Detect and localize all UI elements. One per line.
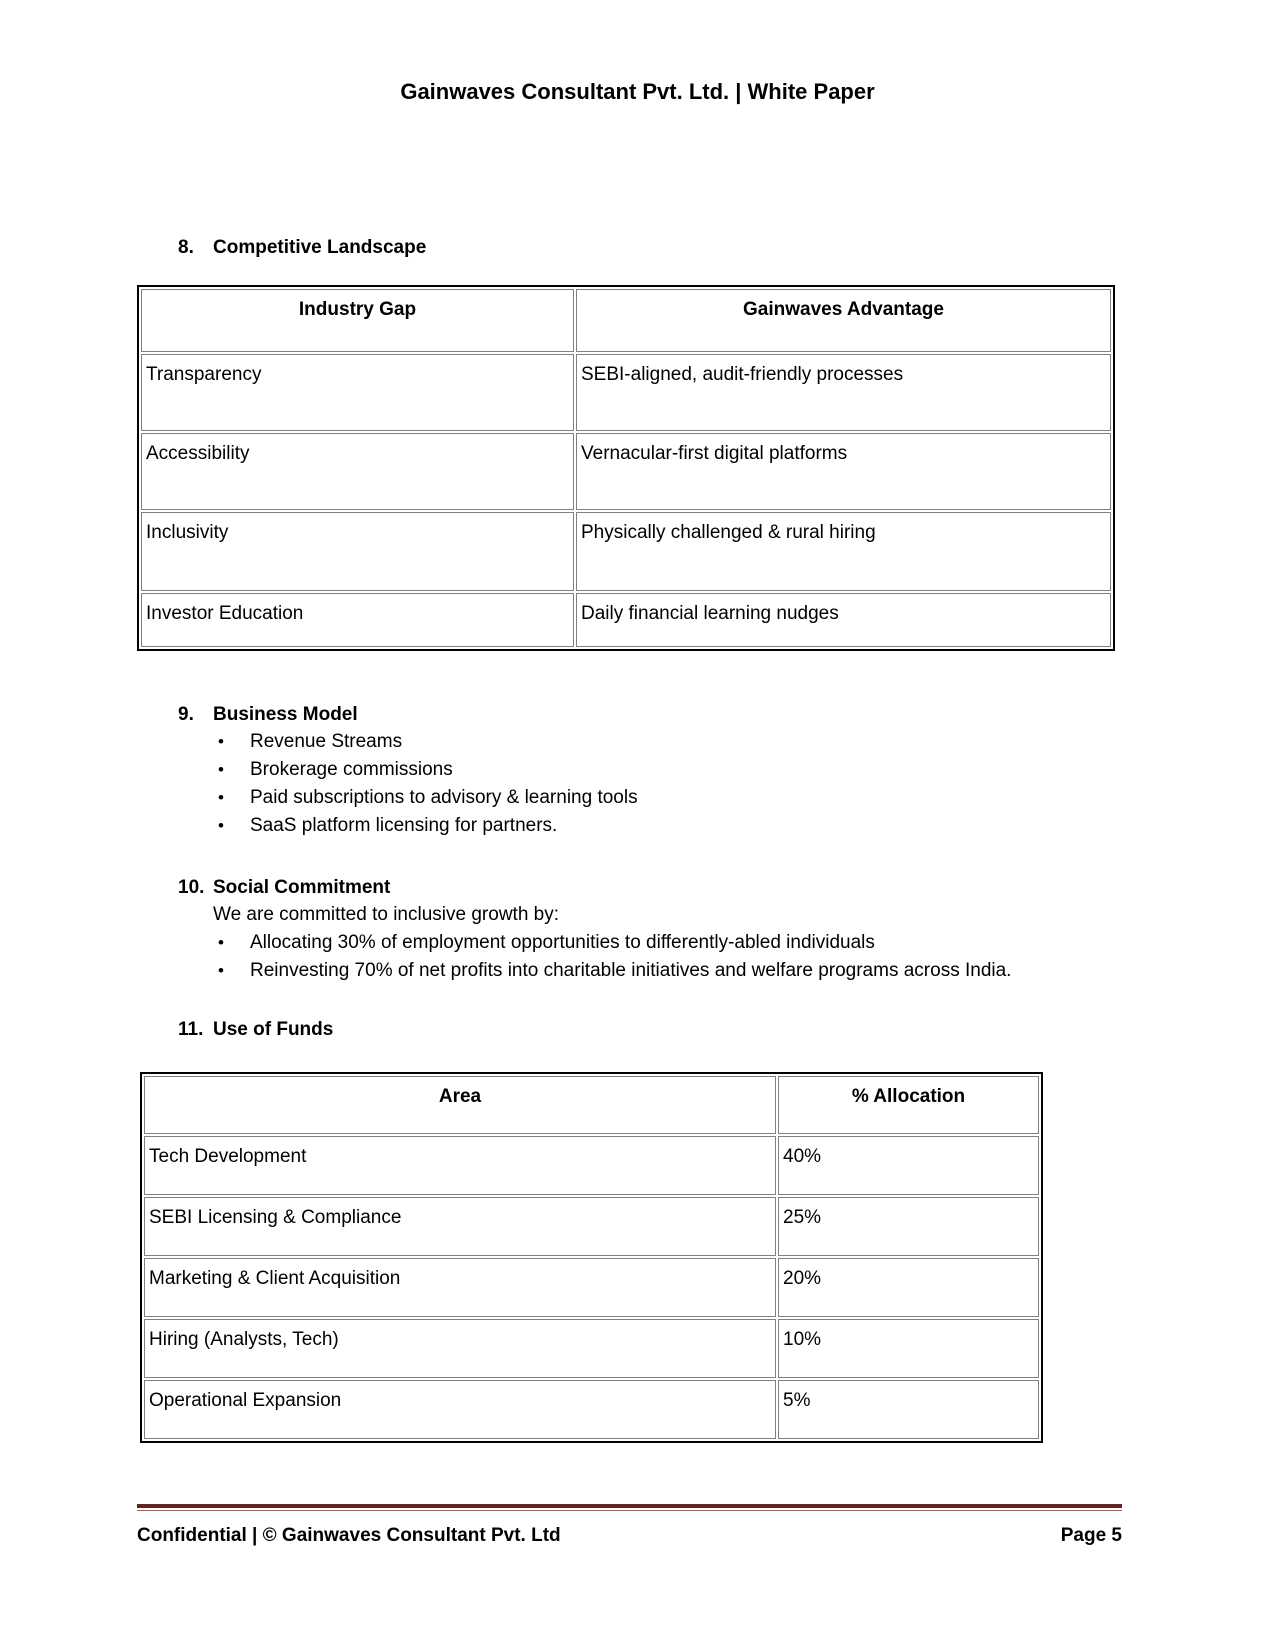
table-cell: 20%: [778, 1258, 1039, 1317]
footer-divider: [137, 1504, 1122, 1511]
page-title: Gainwaves Consultant Pvt. Ltd. | White Paper: [400, 79, 875, 104]
table-header-cell: Gainwaves Advantage: [576, 289, 1111, 352]
heading-number: 9.: [178, 704, 194, 725]
table-header-row: [144, 1076, 1039, 1134]
list-item-text: Paid subscriptions to advisory & learning tools: [250, 787, 638, 808]
table-cell: Marketing & Client Acquisition: [144, 1258, 776, 1317]
table-cell: 25%: [778, 1197, 1039, 1256]
bullet-icon: •: [218, 732, 224, 751]
bullet-icon: •: [218, 961, 224, 980]
table-cell: Operational Expansion: [144, 1380, 776, 1439]
list-item-text: Allocating 30% of employment opportunities to differently-abled individuals: [250, 932, 875, 953]
page-footer: [137, 1522, 1122, 1550]
social-commitment-intro: We are committed to inclusive growth by:: [213, 904, 560, 925]
table-cell: 40%: [778, 1136, 1039, 1195]
business-model-list: [137, 728, 638, 840]
table-cell: Hiring (Analysts, Tech): [144, 1319, 776, 1378]
table-row: [144, 1197, 1039, 1256]
section-heading-business-model: [178, 701, 358, 728]
list-item: [137, 812, 638, 840]
footer-confidential: Confidential | © Gainwaves Consultant Pvt. Ltd: [137, 1525, 561, 1546]
list-item-text: SaaS platform licensing for partners.: [250, 815, 558, 836]
table-row: [141, 433, 1111, 510]
section-heading-use-of-funds: [178, 1016, 333, 1043]
table-row: [144, 1136, 1039, 1195]
heading-label: Business Model: [213, 704, 358, 725]
section-heading-social-commitment: [178, 874, 390, 901]
table-cell: 10%: [778, 1319, 1039, 1378]
social-commitment-list: [137, 929, 1011, 985]
bullet-icon: •: [218, 788, 224, 807]
list-item-text: Brokerage commissions: [250, 759, 453, 780]
table-cell: Inclusivity: [141, 512, 574, 591]
bullet-icon: •: [218, 816, 224, 835]
heading-label: Use of Funds: [213, 1019, 334, 1040]
table-cell: Transparency: [141, 354, 574, 431]
list-item: [137, 784, 638, 812]
table-header-cell: % Allocation: [778, 1076, 1039, 1134]
list-item: [137, 957, 1011, 985]
table-row: [141, 512, 1111, 591]
table-cell: Daily financial learning nudges: [576, 593, 1111, 647]
heading-number: 11.: [178, 1019, 204, 1040]
list-item: [137, 728, 638, 756]
list-item-text: Reinvesting 70% of net profits into charitable initiatives and welfare programs across India.: [250, 960, 1012, 981]
heading-number: 8.: [178, 237, 194, 258]
table-header-cell: Industry Gap: [141, 289, 574, 352]
bullet-icon: •: [218, 933, 224, 952]
bullet-icon: •: [218, 760, 224, 779]
heading-label: Competitive Landscape: [213, 237, 427, 258]
footer-page-number: Page 5: [1060, 1525, 1122, 1546]
table-header-row: [141, 289, 1111, 352]
table-header-cell: Area: [144, 1076, 776, 1134]
table-cell: SEBI-aligned, audit-friendly processes: [576, 354, 1111, 431]
table-row: [144, 1319, 1039, 1378]
table-cell: Tech Development: [144, 1136, 776, 1195]
table-row: [144, 1258, 1039, 1317]
heading-number: 10.: [178, 877, 205, 898]
competitive-table: [137, 285, 1115, 651]
table-cell: 5%: [778, 1380, 1039, 1439]
table-cell: Accessibility: [141, 433, 574, 510]
table-row: [141, 593, 1111, 647]
section-heading-competitive-landscape: [178, 234, 426, 261]
list-item-text: Revenue Streams: [250, 731, 403, 752]
list-item: [137, 929, 1011, 957]
list-item: [137, 756, 638, 784]
heading-label: Social Commitment: [213, 877, 391, 898]
table-cell: Investor Education: [141, 593, 574, 647]
table-row: [141, 354, 1111, 431]
table-row: [144, 1380, 1039, 1439]
funds-table: [140, 1072, 1043, 1443]
table-cell: SEBI Licensing & Compliance: [144, 1197, 776, 1256]
table-cell: Vernacular-first digital platforms: [576, 433, 1111, 510]
table-cell: Physically challenged & rural hiring: [576, 512, 1111, 591]
